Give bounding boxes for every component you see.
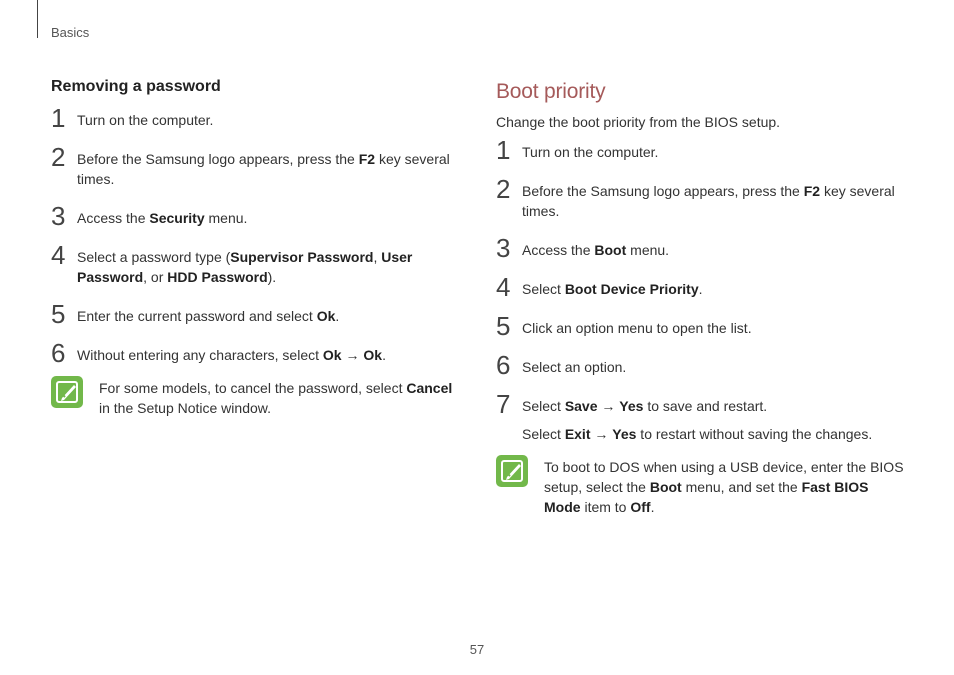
step-continuation: Select Exit → Yes to restart without saving the changes.	[522, 426, 873, 442]
step-number: 1	[496, 135, 511, 165]
left-step-3	[51, 201, 461, 231]
note-pencil-icon	[496, 455, 528, 487]
right-step-2	[496, 174, 906, 221]
step-number: 5	[51, 299, 66, 329]
step-text: Turn on the computer.	[77, 112, 214, 128]
right-step-6	[496, 350, 906, 380]
left-step-4	[51, 240, 461, 287]
step-text: Enter the current password and select Ok.	[77, 308, 340, 324]
right-column	[496, 78, 906, 517]
step-text: Select Boot Device Priority.	[522, 281, 703, 297]
note-text: For some models, to cancel the password, select Cancel in the Setup Notice window.	[99, 380, 453, 416]
step-text: Before the Samsung logo appears, press the F2 key several times.	[522, 183, 895, 219]
left-step-5	[51, 299, 461, 329]
right-step-3	[496, 233, 906, 263]
step-number: 6	[51, 338, 66, 368]
step-number: 4	[51, 240, 66, 270]
section-intro: Change the boot priority from the BIOS setup.	[496, 114, 781, 130]
step-text: Select a password type (Supervisor Password, User Password, or HDD Password).	[77, 249, 413, 285]
right-note	[496, 457, 906, 517]
right-step-1	[496, 135, 906, 165]
step-text: Access the Security menu.	[77, 210, 248, 226]
step-text: Without entering any characters, select Ok → Ok.	[77, 347, 386, 363]
step-text: Click an option menu to open the list.	[522, 320, 752, 336]
step-text: Select Save → Yes to save and restart.	[522, 398, 768, 414]
step-text: Before the Samsung logo appears, press the F2 key several times.	[77, 151, 450, 187]
step-number: 7	[496, 389, 511, 419]
left-step-6	[51, 338, 461, 368]
section-title-boot-priority: Boot priority	[496, 80, 606, 103]
step-number: 2	[496, 174, 511, 204]
right-step-4	[496, 272, 906, 302]
step-number: 2	[51, 142, 66, 172]
right-step-5	[496, 311, 906, 341]
left-step-2	[51, 142, 461, 189]
subheading-removing-password: Removing a password	[51, 78, 221, 95]
left-note	[51, 378, 461, 418]
step-number: 6	[496, 350, 511, 380]
step-text: Access the Boot menu.	[522, 242, 670, 258]
right-step-7	[496, 389, 906, 444]
step-number: 3	[496, 233, 511, 263]
header-section-label: Basics	[51, 25, 90, 40]
note-pencil-icon	[51, 376, 83, 408]
left-step-1	[51, 103, 461, 133]
header-corner-line	[37, 0, 38, 38]
step-text: Turn on the computer.	[522, 144, 659, 160]
left-column	[51, 78, 461, 418]
step-number: 4	[496, 272, 511, 302]
note-text: To boot to DOS when using a USB device, enter the BIOS setup, select the Boot menu, and set the Fast BIOS Mode item to Off.	[544, 459, 904, 515]
step-number: 5	[496, 311, 511, 341]
step-number: 3	[51, 201, 66, 231]
step-text: Select an option.	[522, 359, 627, 375]
step-number: 1	[51, 103, 66, 133]
page-number: 57	[469, 642, 485, 657]
